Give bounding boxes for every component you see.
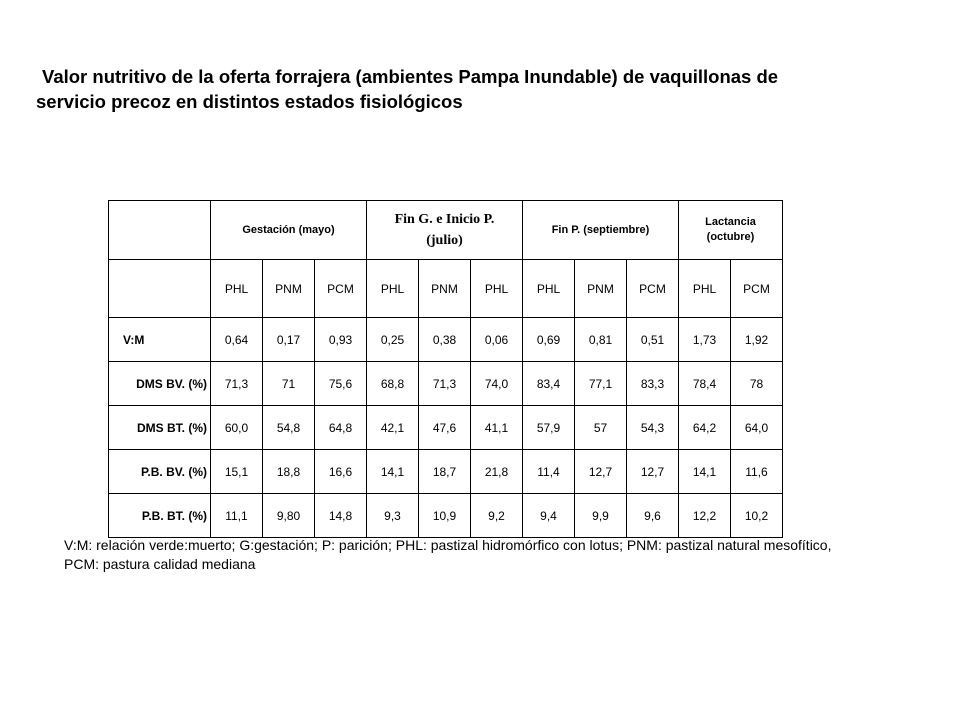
table-row-pb-bt (109, 494, 783, 538)
table-cell: 71,3 (211, 362, 263, 406)
table-cell: 10,9 (419, 494, 471, 538)
table-cell: 9,9 (575, 494, 627, 538)
table-cell: 77,1 (575, 362, 627, 406)
row-label: P.B. BV. (%) (109, 450, 211, 494)
table-cell: 0,25 (367, 318, 419, 362)
table-cell: 74,0 (471, 362, 523, 406)
table-cell: 64,8 (315, 406, 367, 450)
group-header-row (109, 201, 783, 260)
subheader-row (109, 260, 783, 318)
group-header-fin-g-line-2: (julio) (426, 233, 463, 248)
group-header-gestacion: Gestación (mayo) (211, 201, 367, 260)
footnote (64, 536, 954, 574)
table-row-dms-bv (109, 362, 783, 406)
table-cell: 0,38 (419, 318, 471, 362)
table-cell: 83,3 (627, 362, 679, 406)
subheader-cell: PNM (263, 260, 315, 318)
subheader-cell: PHL (471, 260, 523, 318)
subheader-cell: PHL (679, 260, 731, 318)
group-header-fin-g-inicio-p (367, 201, 523, 260)
table-row-dms-bt (109, 406, 783, 450)
subheader-cell: PHL (367, 260, 419, 318)
table-cell: 54,8 (263, 406, 315, 450)
table-cell: 0,51 (627, 318, 679, 362)
table-cell: 71 (263, 362, 315, 406)
group-header-lactancia-line-2: (octubre) (706, 231, 755, 243)
group-header-fin-p: Fin P. (septiembre) (523, 201, 679, 260)
table-cell: 11,4 (523, 450, 575, 494)
page-title (36, 64, 936, 114)
table-cell: 57 (575, 406, 627, 450)
group-header-fin-g-line-1: Fin G. e Inicio P. (394, 212, 495, 227)
footnote-line-1: V:M: relación verde:muerto; G:gestación; P: parición; PHL: pastizal hidromórfico con lotus; PNM: pastizal natural mesofítico, (64, 537, 832, 553)
footnote-line-2: PCM: pastura calidad mediana (64, 556, 256, 572)
subheader-cell: PHL (211, 260, 263, 318)
table-cell: 71,3 (419, 362, 471, 406)
table-cell: 1,92 (731, 318, 783, 362)
table-cell: 0,17 (263, 318, 315, 362)
table-cell: 47,6 (419, 406, 471, 450)
table-cell: 75,6 (315, 362, 367, 406)
subheader-cell: PNM (419, 260, 471, 318)
table-cell: 12,2 (679, 494, 731, 538)
table-cell: 42,1 (367, 406, 419, 450)
table-cell: 10,2 (731, 494, 783, 538)
table-cell: 57,9 (523, 406, 575, 450)
table-cell: 54,3 (627, 406, 679, 450)
table-cell: 11,6 (731, 450, 783, 494)
table-cell: 0,06 (471, 318, 523, 362)
row-label: DMS BV. (%) (109, 362, 211, 406)
subheader-cell: PCM (627, 260, 679, 318)
table-cell: 9,6 (627, 494, 679, 538)
table-cell: 14,1 (367, 450, 419, 494)
table-cell: 18,8 (263, 450, 315, 494)
subheader-cell: PCM (315, 260, 367, 318)
row-label: DMS BT. (%) (109, 406, 211, 450)
table-cell: 18,7 (419, 450, 471, 494)
table-cell: 9,80 (263, 494, 315, 538)
group-header-lactancia (679, 201, 783, 260)
table-cell: 60,0 (211, 406, 263, 450)
row-label: V:M (109, 318, 211, 362)
table-cell: 41,1 (471, 406, 523, 450)
table-cell: 11,1 (211, 494, 263, 538)
table-cell: 14,1 (679, 450, 731, 494)
table-cell: 9,3 (367, 494, 419, 538)
table-cell: 0,93 (315, 318, 367, 362)
table-cell: 1,73 (679, 318, 731, 362)
table-row-vm (109, 318, 783, 362)
table-cell: 0,81 (575, 318, 627, 362)
table-cell: 78,4 (679, 362, 731, 406)
table-cell: 83,4 (523, 362, 575, 406)
subheader-corner-cell (109, 260, 211, 318)
table-cell: 15,1 (211, 450, 263, 494)
table-cell: 0,69 (523, 318, 575, 362)
corner-cell (109, 201, 211, 260)
table-cell: 68,8 (367, 362, 419, 406)
subheader-cell: PCM (731, 260, 783, 318)
table-cell: 9,2 (471, 494, 523, 538)
table-cell: 14,8 (315, 494, 367, 538)
subheader-cell: PHL (523, 260, 575, 318)
table-cell: 9,4 (523, 494, 575, 538)
table-cell: 64,0 (731, 406, 783, 450)
title-line-2: servicio precoz en distintos estados fisiológicos (36, 91, 463, 112)
table-cell: 0,64 (211, 318, 263, 362)
table-cell: 78 (731, 362, 783, 406)
table-cell: 12,7 (575, 450, 627, 494)
table-cell: 21,8 (471, 450, 523, 494)
group-header-lactancia-line-1: Lactancia (705, 216, 756, 228)
row-label: P.B. BT. (%) (109, 494, 211, 538)
subheader-cell: PNM (575, 260, 627, 318)
table-cell: 64,2 (679, 406, 731, 450)
nutrition-table (108, 200, 783, 538)
title-line-1: Valor nutritivo de la oferta forrajera (ambientes Pampa Inundable) de vaquillonas de (42, 66, 779, 87)
table-cell: 16,6 (315, 450, 367, 494)
table-cell: 12,7 (627, 450, 679, 494)
table-row-pb-bv (109, 450, 783, 494)
